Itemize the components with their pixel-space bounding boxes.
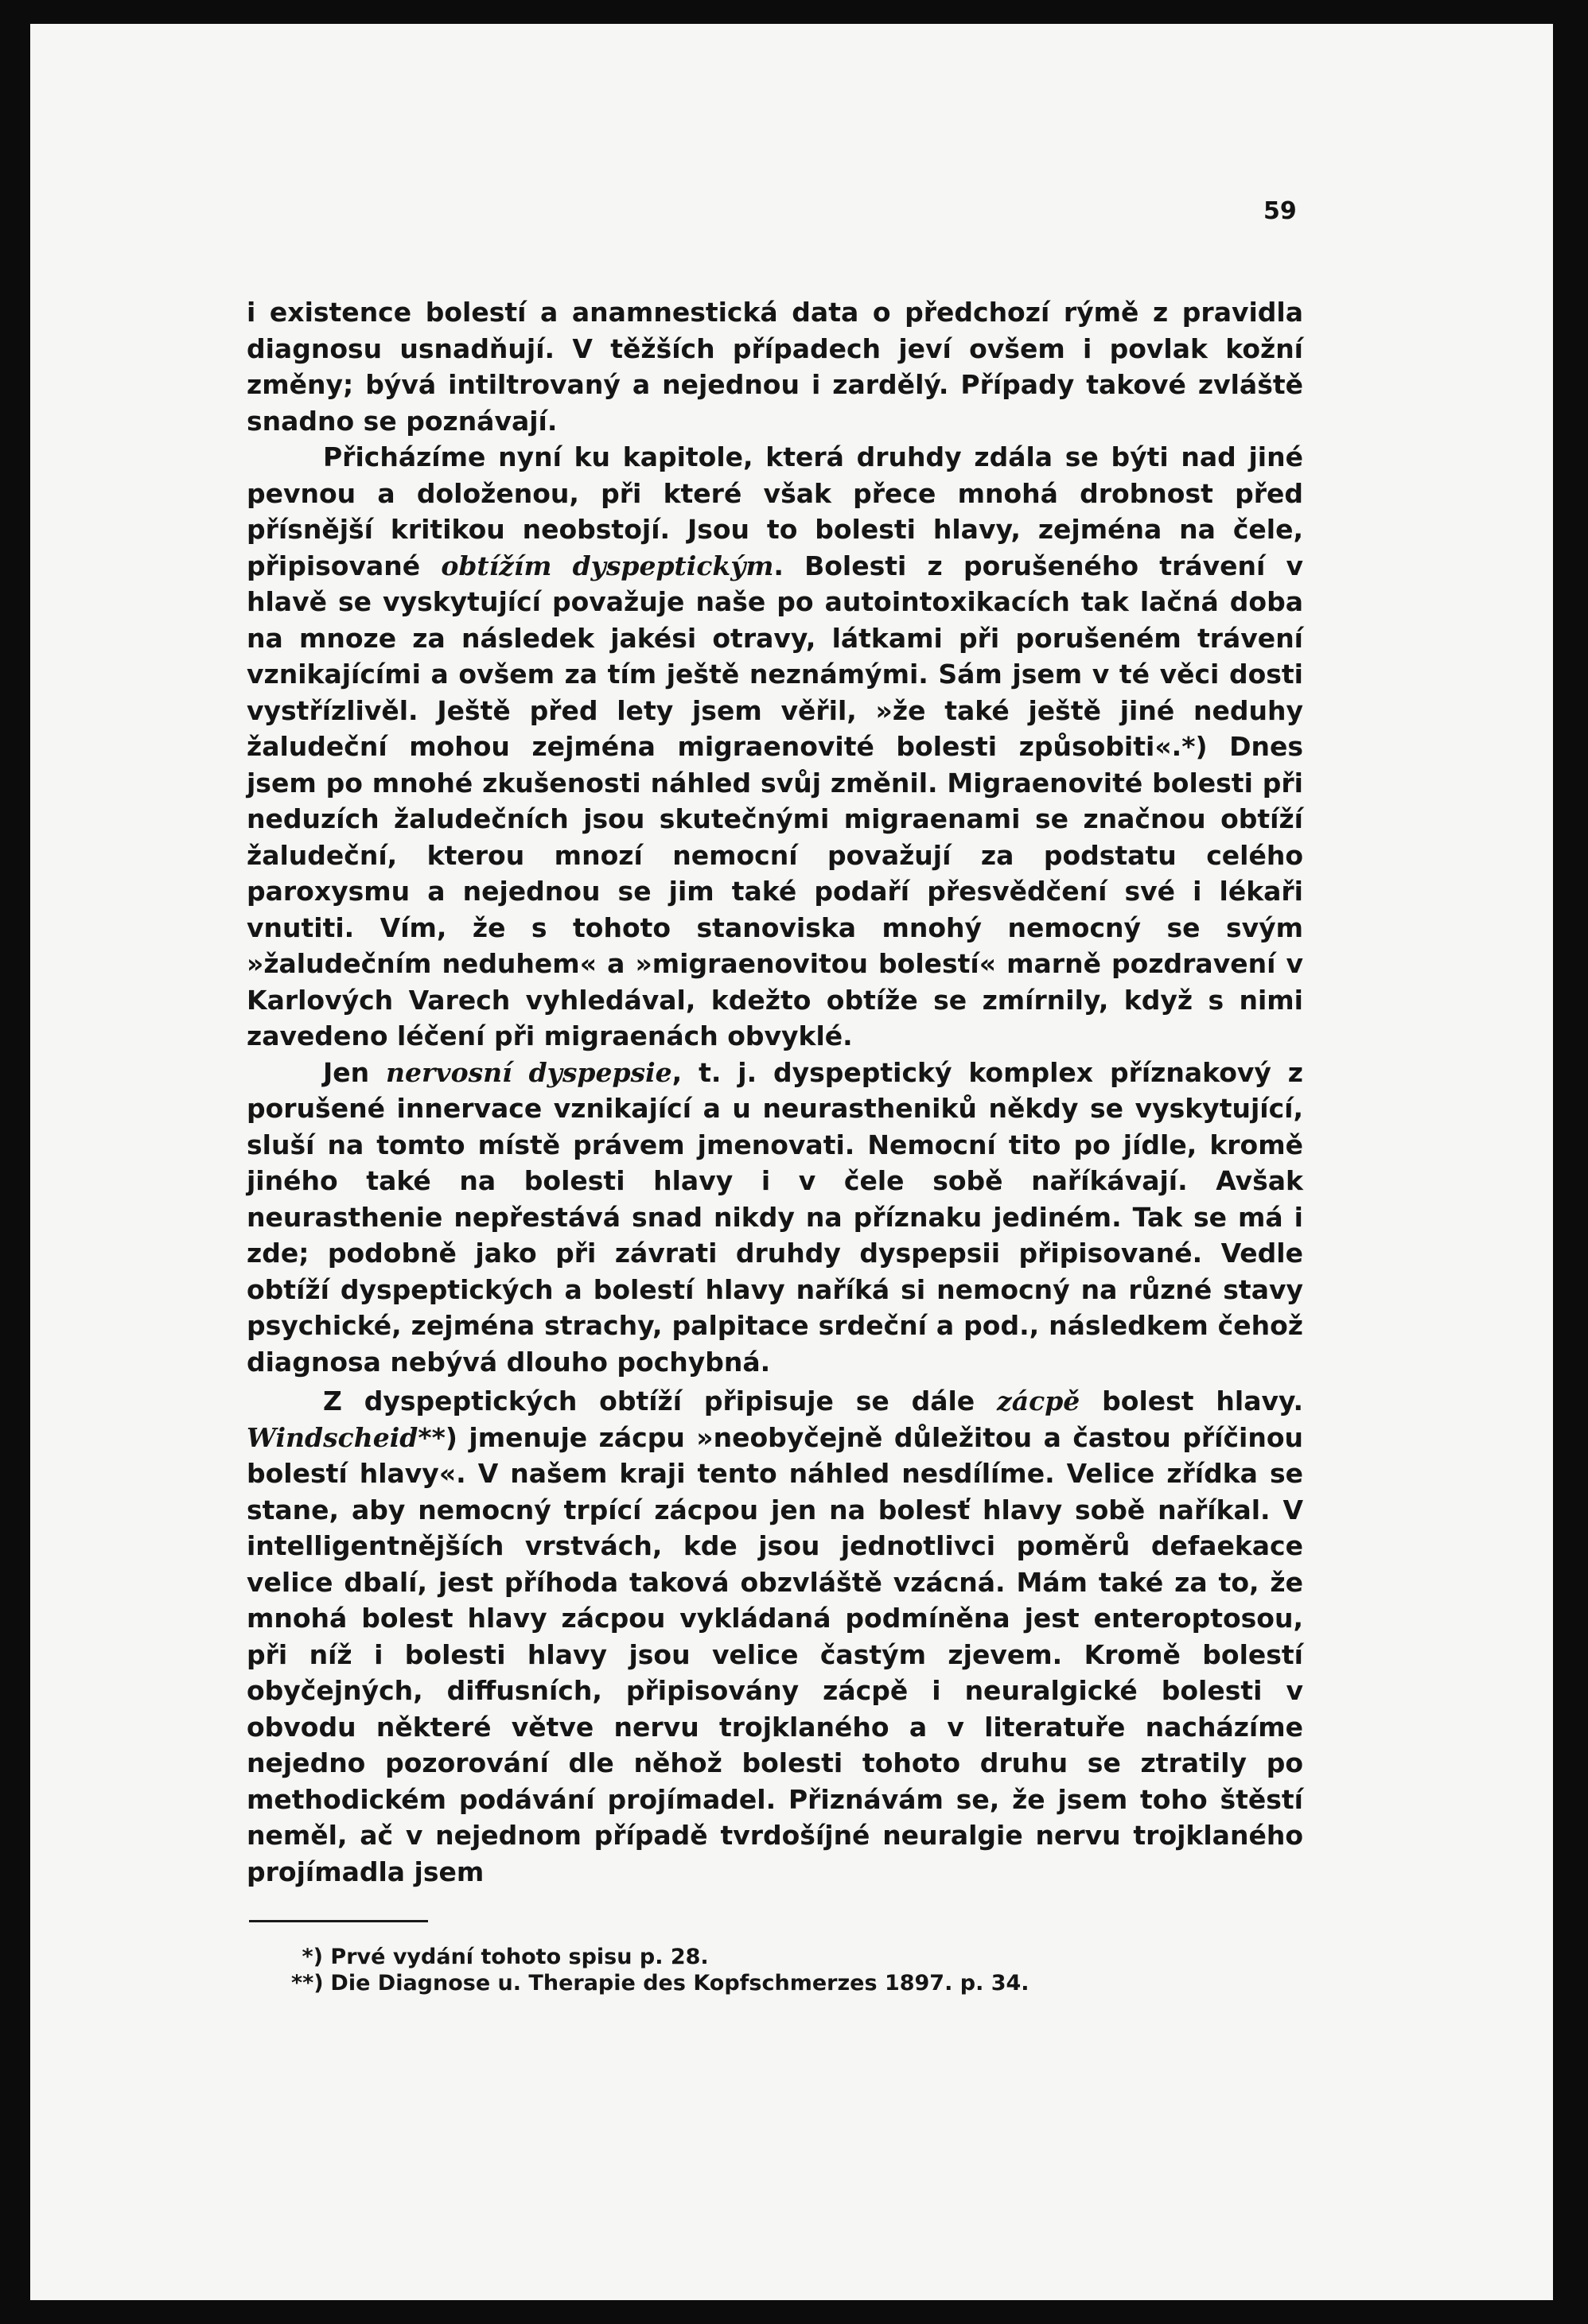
footnote-1 (302, 1944, 1278, 1970)
paragraph-2 (247, 439, 1303, 1055)
paragraph-3 (247, 1055, 1303, 1381)
book-page (30, 24, 1553, 2300)
footnote-mark: *) (302, 1945, 323, 1969)
text-run: i existence bolestí a anamnestická data o předchozí rýmě z pravidla diagnosu usnadňují. V těžších případech jeví ovšem i povlak kožní změny; bývá intiltrovaný a nejednou i zardělý. Případy takové zvláště snadno se poznávají. (247, 297, 1303, 437)
text-run: . Bolesti z porušeného trávení v hlavě se vyskytující považuje naše po autointoxikacích tak lačná doba na mnoze za následek jakési otravy, látkami při porušeném trávení vznikajícími a ovšem za tím ještě neznámými. Sám jsem v té věci dosti vystřízlivěl. Ještě před lety jsem věřil, »že také ještě jiné neduhy žaludeční mohou zejména migraenovité bolesti způsobiti«.*) Dnes jsem po mnohé zkušenosti náhled svůj změnil. Migraenovité bolesti při neduzích žaludečních jsou skutečnými migraenami se značnou obtíží žaludeční, kterou mnozí nemocní považují za podstatu celého paroxysmu a nejednou se jim také podaří přesvědčení své i lékaři vnutiti. Vím, že s tohoto stanoviska mnohý nemocný se svým »žaludečním neduhem« a »migraenovitou bolestí« marně pozdravení v Karlových Varech vyhledával, kdežto obtíže se zmírnily, když s nimi zavedeno léčení při migraenách obvyklé. (247, 550, 1303, 1051)
text-run: Jen (323, 1056, 387, 1088)
paragraph-1 (247, 294, 1303, 439)
text-run: Přicházíme nyní ku kapitole, která druhdy zdála se býti nad jiné pevnou a doloženou, při které však přece mnohá drobnost před přísnější kritikou neobstojí. Jsou to bolesti hlavy, zejména na čele, připisované (247, 441, 1303, 581)
emphasized-text: obtížím dyspeptickým (441, 550, 774, 581)
footnote-mark: **) (291, 1971, 324, 1996)
emphasized-text: Windscheid (247, 1421, 418, 1453)
body-text (247, 294, 1303, 1890)
paragraph-4 (247, 1383, 1303, 1890)
text-run: **) jmenuje zácpu »neobyčejně důležitou a častou příčinou bolestí hlavy«. V našem kraji tento náhled nesdílíme. Velice zřídka se stane, aby nemocný trpící zácpou jen na bolesť hlavy sobě naříkal. V intelligentnějších vrstvách, kde jsou jednotlivci poměrů defaekace velice dbalí, jest příhoda taková obzvláště vzácná. Mám také za to, že mnohá bolest hlavy zácpou vykládaná podmíněna jest enteroptosou, při níž i bolesti hlavy jsou velice častým zjevem. Kromě bolestí obyčejných, diffusních, připisovány zácpě i neuralgické bolesti v obvodu některé větve nervu trojklaného a v literatuře nacházíme nejedno pozorování dle něhož bolesti tohoto druhu se ztratily po methodickém podávání projímadel. Přiznávám se, že jsem toho štěstí neměl, ač v nejednom případě tvrdošíjné neuralgie nervu trojklaného projímadla jsem (247, 1421, 1303, 1887)
text-run: bolest hlavy. (1080, 1385, 1303, 1417)
footnote-text: Die Diagnose u. Therapie des Kopfschmerzes 1897. p. 34. (330, 1971, 1029, 1996)
footnote-2 (291, 1970, 1278, 1996)
emphasized-text: nervosní dyspepsie (386, 1056, 672, 1088)
footnote-text: Prvé vydání tohoto spisu p. 28. (330, 1945, 709, 1969)
footnote-divider (249, 1920, 428, 1922)
footnotes (291, 1944, 1278, 1996)
page-number: 59 (1263, 197, 1297, 225)
emphasized-text: zácpě (997, 1385, 1080, 1417)
text-run: , t. j. dyspeptický komplex příznakový z porušené innervace vznikající a u neurastheniků někdy se vyskytující, sluší na tomto místě právem jmenovati. Nemocní tito po jídle, kromě jiného také na bolesti hlavy i v čele sobě naříkávají. Avšak neurasthenie nepřestává snad nikdy na příznaku jediném. Tak se má i zde; podobně jako při závrati druhdy dyspepsii připisované. Vedle obtíží dyspeptických a bolestí hlavy naříká si nemocný na různé stavy psychické, zejména strachy, palpitace srdeční a pod., následkem čehož diagnosa nebývá dlouho pochybná. (247, 1056, 1303, 1378)
text-run: Z dyspeptických obtíží připisuje se dále (323, 1385, 998, 1417)
